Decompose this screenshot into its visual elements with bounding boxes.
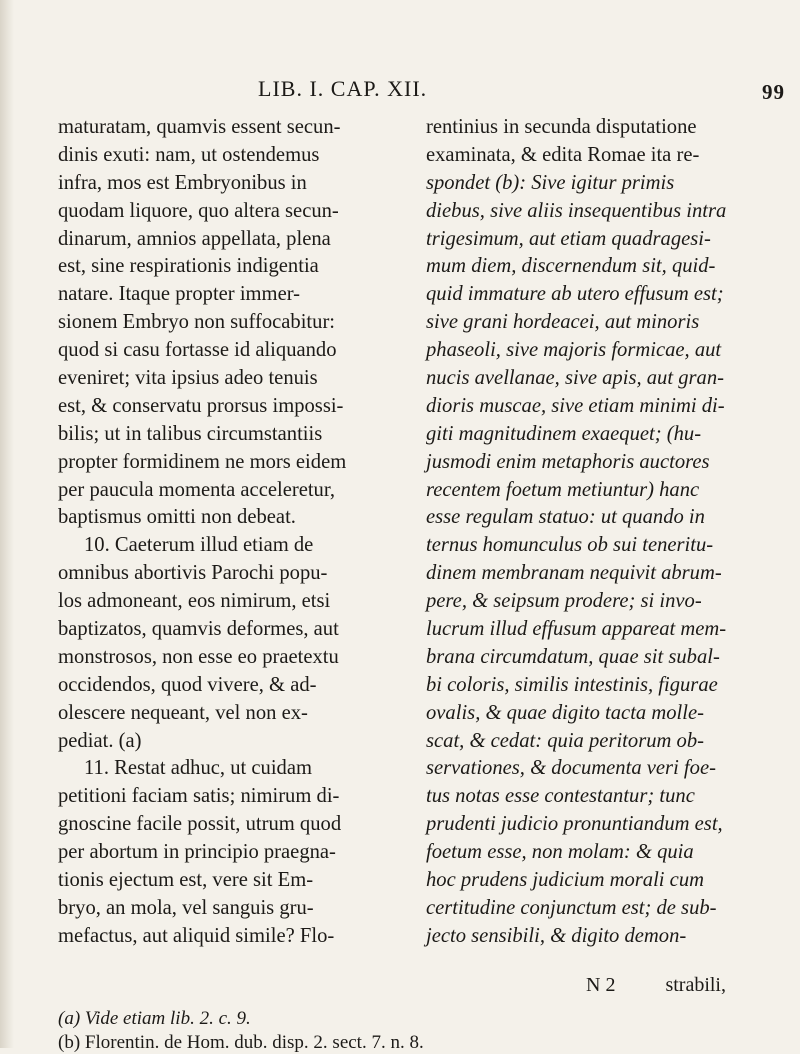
text-line: maturatam, quamvis essent secun- xyxy=(58,116,341,138)
text-line: foetum esse, non molam: & quia xyxy=(426,841,694,864)
text-line: bryo, an mola, vel sanguis gru- xyxy=(58,896,314,919)
text-line: natare. Itaque propter immer- xyxy=(58,283,301,306)
text-line: sive grani hordeacei, aut minoris xyxy=(426,311,700,334)
text-line: recentem foetum metiuntur) hanc xyxy=(426,478,700,501)
footnote-a: (a) Vide etiam lib. 2. c. 9. xyxy=(58,1008,251,1029)
text-line: prudenti judicio pronuntiandum est, xyxy=(426,813,723,836)
text-line: occidendos, quod vivere, & ad- xyxy=(58,673,317,696)
text-line: giti magnitudinem exaequet; (hu- xyxy=(426,422,702,445)
text-line: propter formidinem ne mors eidem xyxy=(58,450,347,473)
text-line: gnoscine facile possit, utrum quod xyxy=(58,813,342,836)
text-line: sionem Embryo non suffocabitur: xyxy=(58,311,336,334)
text-line: olescere nequeant, vel non ex- xyxy=(58,701,308,724)
text-line: tus notas esse contestantur; tunc xyxy=(426,785,695,808)
text-line: per abortum in principio praegna- xyxy=(58,841,336,864)
signature-mark: N 2 strabili, xyxy=(586,974,726,996)
text-line: scat, & cedat: quia peritorum ob- xyxy=(426,729,704,752)
text-line: dinarum, amnios appellata, plena xyxy=(58,227,331,250)
text-line: est, sine respirationis indigentia xyxy=(58,255,319,278)
page-number: 99 xyxy=(762,80,785,104)
text-line: baptismus omitti non debeat. xyxy=(58,506,296,529)
paragraph-start: 11. Restat adhuc, ut cuidam xyxy=(84,757,312,780)
text-line: diebus, sive aliis insequentibus intra xyxy=(426,199,727,222)
text-line: certitudine conjunctum est; de sub- xyxy=(426,896,717,919)
text-line: baptizatos, quamvis deformes, aut xyxy=(58,618,339,641)
right-column xyxy=(426,114,784,951)
footnote-b: (b) Florentin. de Hom. dub. disp. 2. sect. 7. n. 8. xyxy=(58,1032,424,1053)
text-line: examinata, & edita Romae ita re- xyxy=(426,143,700,166)
text-line: monstrosos, non esse eo praetextu xyxy=(58,645,339,668)
text-line: pere, & seipsum prodere; si invo- xyxy=(426,590,702,613)
text-line: est, & conservatu prorsus impossi- xyxy=(58,394,344,417)
text-line: servationes, & documenta veri foe- xyxy=(426,757,716,780)
text-line: los admoneant, eos nimirum, etsi xyxy=(58,590,331,613)
text-line: rentinius in secunda disputatione xyxy=(426,116,697,138)
text-line: phaseoli, sive majoris formicae, aut xyxy=(426,339,722,362)
text-line: petitioni faciam satis; nimirum di- xyxy=(58,785,340,808)
text-line: bilis; ut in talibus circumstantiis xyxy=(58,422,323,445)
left-column xyxy=(58,114,416,951)
text-line: ovalis, & quae digito tacta molle- xyxy=(426,701,704,724)
paragraph-start: 10. Caeterum illud etiam de xyxy=(84,534,314,557)
text-line: quod si casu fortasse id aliquando xyxy=(58,339,337,362)
text-line: dinis exuti: nam, ut ostendemus xyxy=(58,143,320,166)
running-head xyxy=(0,76,800,106)
text-line: ternus homunculus ob sui teneritu- xyxy=(426,534,714,557)
text-line: per paucula momenta acceleretur, xyxy=(58,478,336,501)
text-line: mefactus, aut aliquid simile? Flo- xyxy=(58,924,335,947)
text-line: quid immature ab utero effusum est; xyxy=(426,283,724,306)
text-line: infra, mos est Embryonibus in xyxy=(58,171,307,194)
text-line: tionis ejectum est, vere sit Em- xyxy=(58,869,314,892)
text-line: pediat. (a) xyxy=(58,729,142,752)
text-line: brana circumdatum, quae sit subal- xyxy=(426,645,720,668)
text-line: mum diem, discernendum sit, quid- xyxy=(426,255,716,278)
text-line: spondet (b): Sive igitur primis xyxy=(426,171,675,194)
text-line: eveniret; vita ipsius adeo tenuis xyxy=(58,367,318,390)
running-head-title: LIB. I. CAP. XII. xyxy=(258,76,428,101)
text-line: trigesimum, aut etiam quadragesi- xyxy=(426,227,711,250)
text-line: hoc prudens judicium morali cum xyxy=(426,869,704,892)
text-line: esse regulam statuo: ut quando in xyxy=(426,506,705,529)
text-line: dioris muscae, sive etiam minimi di- xyxy=(426,394,725,417)
text-line: jusmodi enim metaphoris auctores xyxy=(426,450,710,473)
text-line: nucis avellanae, sive apis, aut gran- xyxy=(426,367,724,390)
text-line: jecto sensibili, & digito demon- xyxy=(426,924,687,947)
text-line: bi coloris, similis intestinis, figurae xyxy=(426,673,718,696)
text-line: omnibus abortivis Parochi popu- xyxy=(58,562,328,585)
page-edge-shadow xyxy=(0,0,14,1048)
text-line: quodam liquore, quo altera secun- xyxy=(58,199,339,222)
text-line: lucrum illud effusum appareat mem- xyxy=(426,618,727,641)
text-line: dinem membranam nequivit abrum- xyxy=(426,562,722,585)
